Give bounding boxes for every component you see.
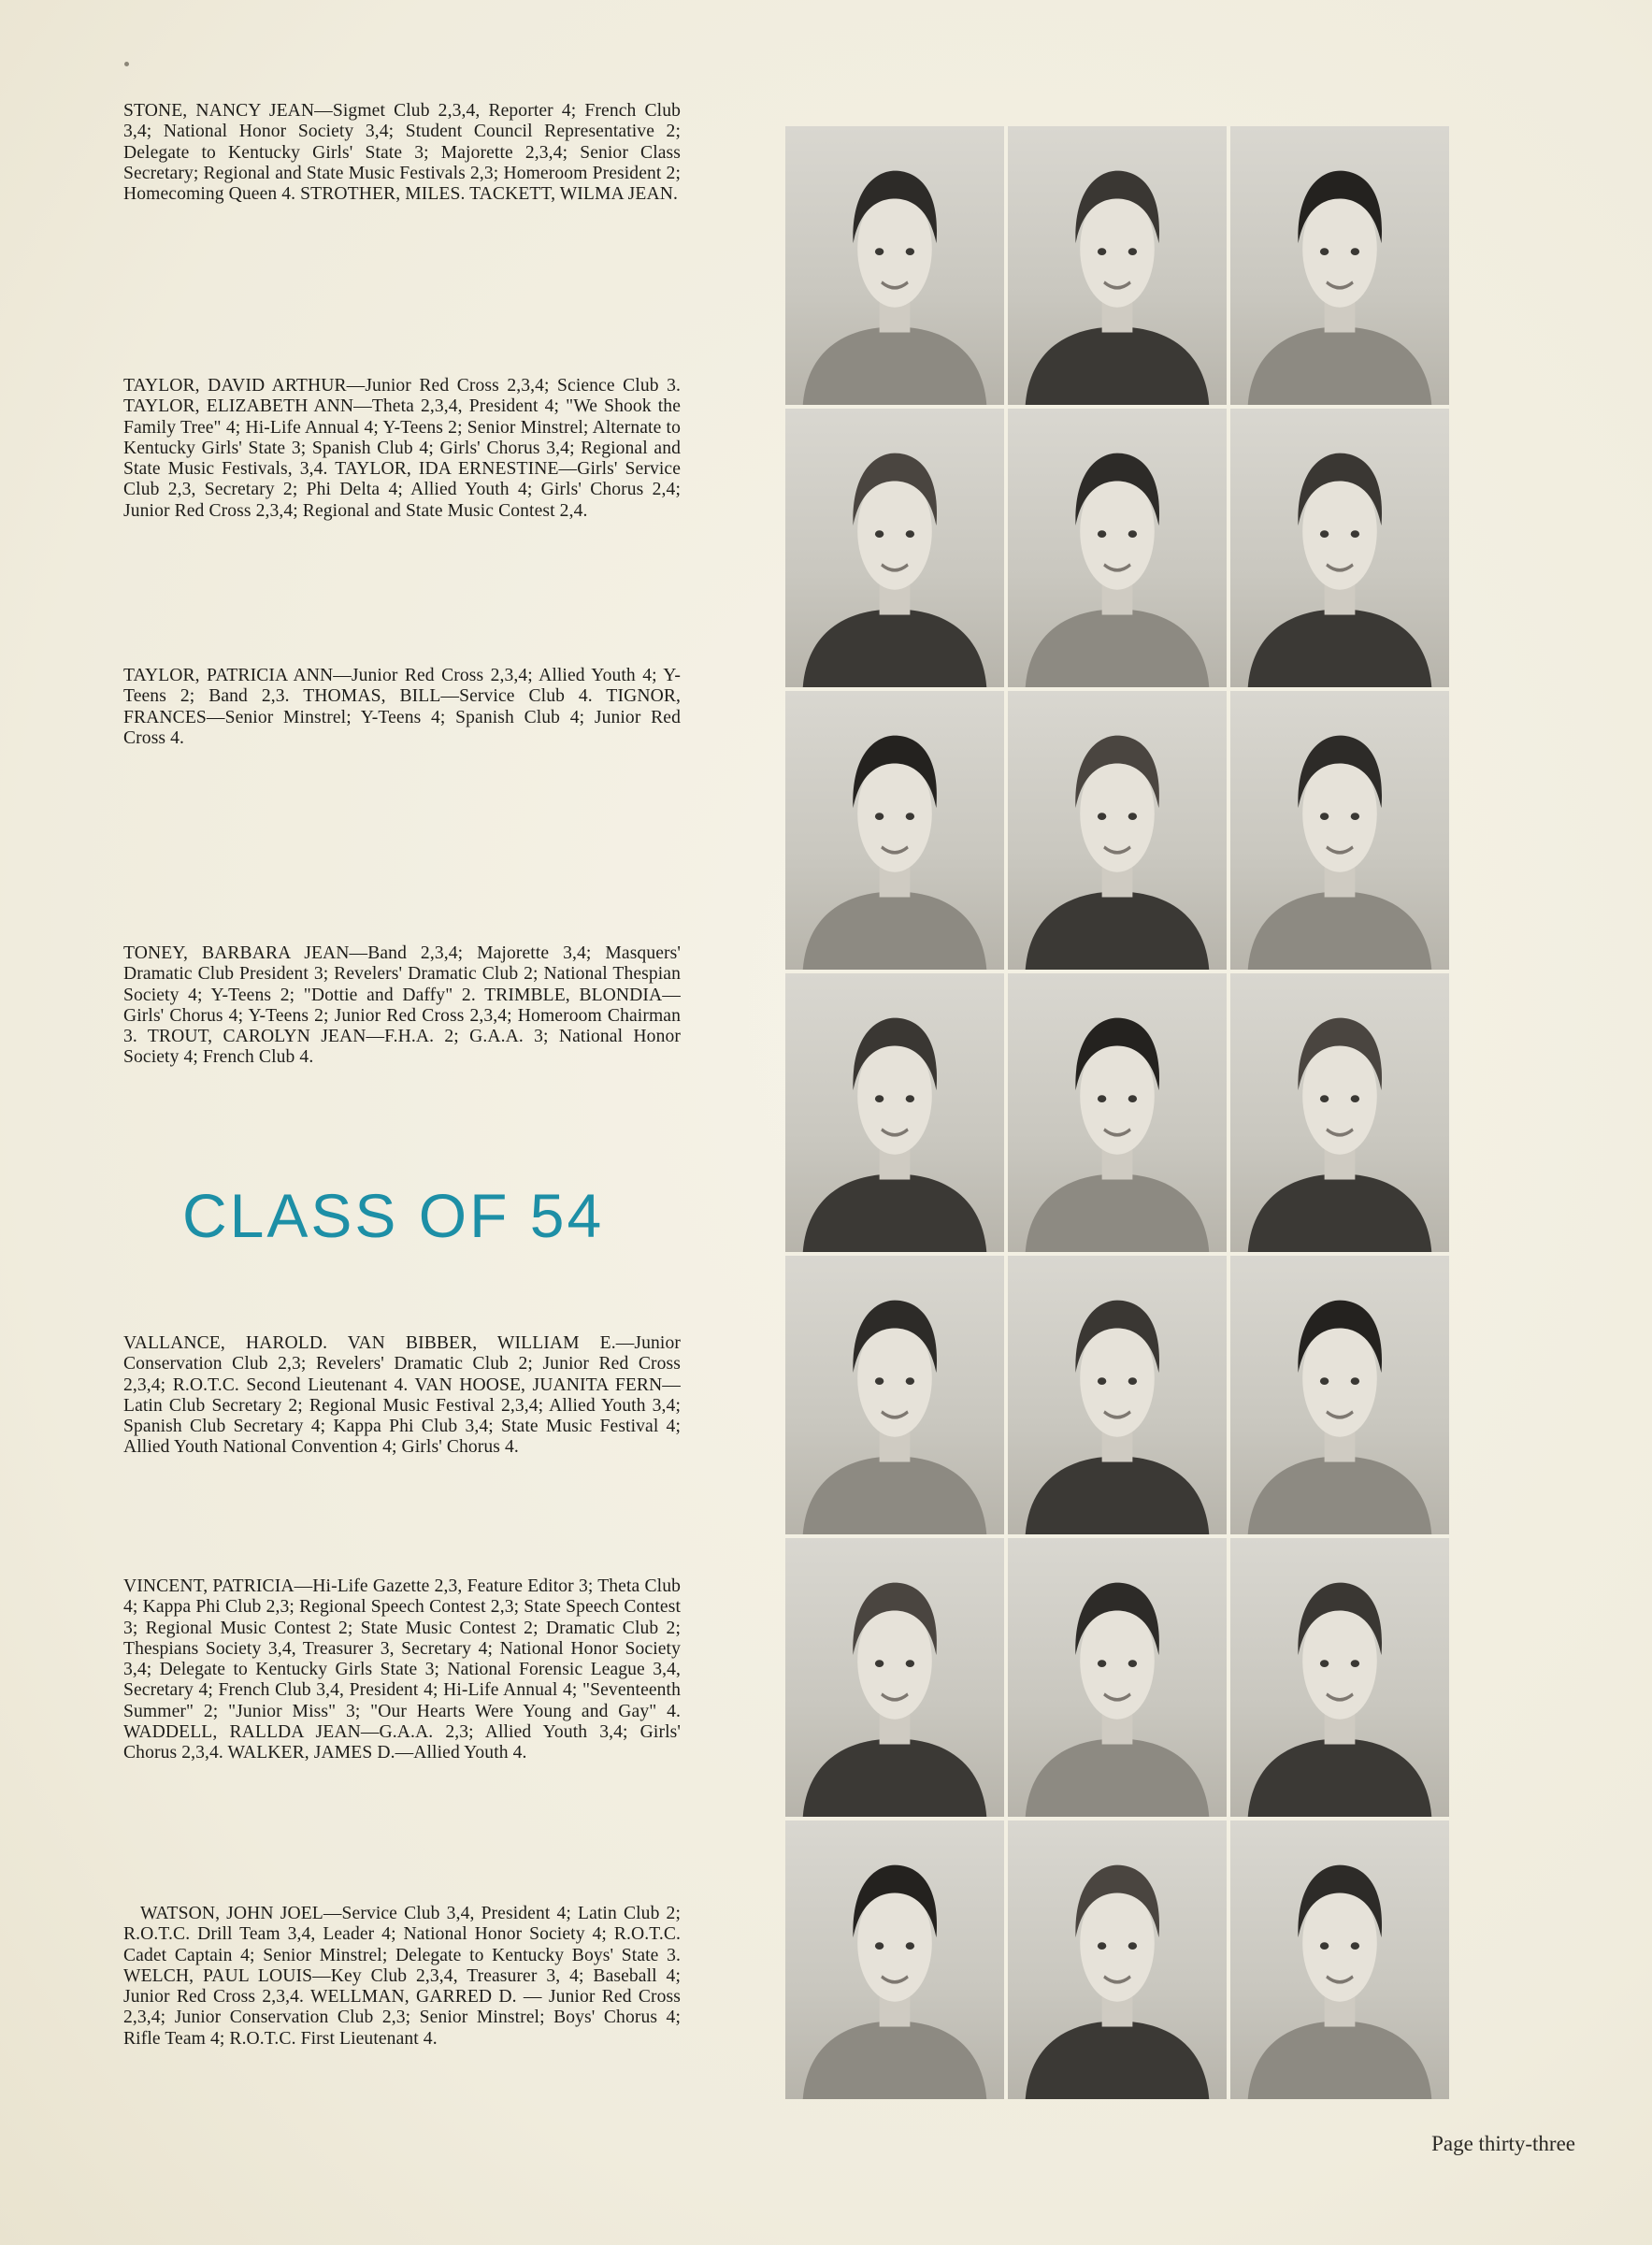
student-portrait [1230, 1538, 1449, 1817]
student-portrait [1008, 1256, 1227, 1534]
page-number: Page thirty-three [1431, 2132, 1575, 2155]
caption-block-taylor: TAYLOR, DAVID ARTHUR—Junior Red Cross 2,3,4; Science Club 3. TAYLOR, ELIZABETH ANN—Theta 2,3,4, President 4; "We Shook the Family Tree" 4; Hi-Life Annual 4; Y-Teens 2; Senior Minstrel; Alternate to Kentucky Girls' State 3; Spanish Club 4; Girls' Chorus 3,4; Regional and State Music Festivals, 3,4. TAYLOR, IDA ERNESTINE—Girls' Service Club 2,3, Secretary 2; Phi Delta 4; Allied Youth 4; Girls' Chorus 2,4; Junior Red Cross 2,3,4; Regional and State Music Contest 2,4. [123, 376, 681, 521]
student-portrait [785, 1538, 1004, 1817]
student-portrait [1008, 126, 1227, 405]
student-portrait [785, 973, 1004, 1252]
caption-block-vallance: VALLANCE, HAROLD. VAN BIBBER, WILLIAM E.—Junior Conservation Club 2,3; Revelers' Dramatic Club 2; Junior Red Cross 2,3,4; R.O.T.C. Second Lieutenant 4. VAN HOOSE, JUANITA FERN—Latin Club Secretary 2; Regional Music Festival 2,3,4; Allied Youth 3,4; Spanish Club Secretary 4; Kappa Phi Club 3,4; State Music Festival 4; Allied Youth National Convention 4; Girls' Chorus 4. [123, 1333, 681, 1458]
student-portrait [785, 126, 1004, 405]
student-portrait [1230, 409, 1449, 687]
student-portrait [1230, 973, 1449, 1252]
paper-speck [124, 62, 129, 66]
caption-block-vincent: VINCENT, PATRICIA—Hi-Life Gazette 2,3, Feature Editor 3; Theta Club 4; Kappa Phi Club 2,3; Regional Speech Contest 2,3; State Speech Contest 3; Regional Music Contest 2; State Music Contest 2; Dramatic Club 2; Thespians Society 3,4, Treasurer 3, Secretary 4; National Honor Society 3,4; Delegate to Kentucky Girls State 3; National Forensic League 3,4, Secretary 4; French Club 3,4, President 4; Hi-Life Annual 4; "Seventeenth Summer" 2; "Junior Miss" 3; "Our Hearts Were Young and Gay" 4. WADDELL, RALLDA JEAN—G.A.A. 2,3; Allied Youth 3,4; Girls' Chorus 2,3,4. WALKER, JAMES D.—Allied Youth 4. [123, 1576, 681, 1763]
student-portrait [785, 691, 1004, 970]
caption-block-toney: TONEY, BARBARA JEAN—Band 2,3,4; Majorette 3,4; Masquers' Dramatic Club President 3; Revelers' Dramatic Club 2; National Thespian Society 4; Y-Teens 2; "Dottie and Daffy" 2. TRIMBLE, BLONDIA—Girls' Chorus 4; Y-Teens 2; Junior Red Cross 2,3,4; Homeroom Chairman 3. TROUT, CAROLYN JEAN—F.H.A. 2; G.A.A. 3; National Honor Society 4; French Club 4. [123, 943, 681, 1068]
student-portrait [1008, 409, 1227, 687]
student-portrait [1230, 691, 1449, 970]
caption-block-watson: WATSON, JOHN JOEL—Service Club 3,4, President 4; Latin Club 2; R.O.T.C. Drill Team 3,4, Leader 4; National Honor Society 4; R.O.T.C. Cadet Captain 4; Senior Minstrel; Delegate to Kentucky Boys' State 3. WELCH, PAUL LOUIS—Key Club 2,3,4, Treasurer 3, 4; Baseball 4; Junior Red Cross 2,3,4. WELLMAN, GARRED D. — Junior Red Cross 2,3,4; Junior Conservation Club 2,3; Senior Minstrel; Boys' Chorus 4; Rifle Team 4; R.O.T.C. First Lieutenant 4. [123, 1904, 681, 2049]
class-title: CLASS OF 54 [182, 1181, 605, 1250]
student-portrait [1008, 1820, 1227, 2099]
caption-block-taylor-thomas: TAYLOR, PATRICIA ANN—Junior Red Cross 2,3,4; Allied Youth 4; Y-Teens 2; Band 2,3. THOMAS, BILL—Service Club 4. TIGNOR, FRANCES—Senior Minstrel; Y-Teens 4; Spanish Club 4; Junior Red Cross 4. [123, 666, 681, 748]
student-portrait [1008, 691, 1227, 970]
caption-block-stone: STONE, NANCY JEAN—Sigmet Club 2,3,4, Reporter 4; French Club 3,4; National Honor Society 3,4; Student Council Representative 2; Delegate to Kentucky Girls' State 3; Majorette 2,3,4; Senior Class Secretary; Regional and State Music Festivals 2,3; Homeroom President 2; Homecoming Queen 4. STROTHER, MILES. TACKETT, WILMA JEAN. [123, 101, 681, 205]
student-portrait [1008, 973, 1227, 1252]
portrait-grid [785, 126, 1449, 2099]
student-portrait [785, 1820, 1004, 2099]
student-portrait [1230, 1256, 1449, 1534]
student-portrait [785, 409, 1004, 687]
student-portrait [1008, 1538, 1227, 1817]
student-portrait [785, 1256, 1004, 1534]
student-portrait [1230, 126, 1449, 405]
student-portrait [1230, 1820, 1449, 2099]
